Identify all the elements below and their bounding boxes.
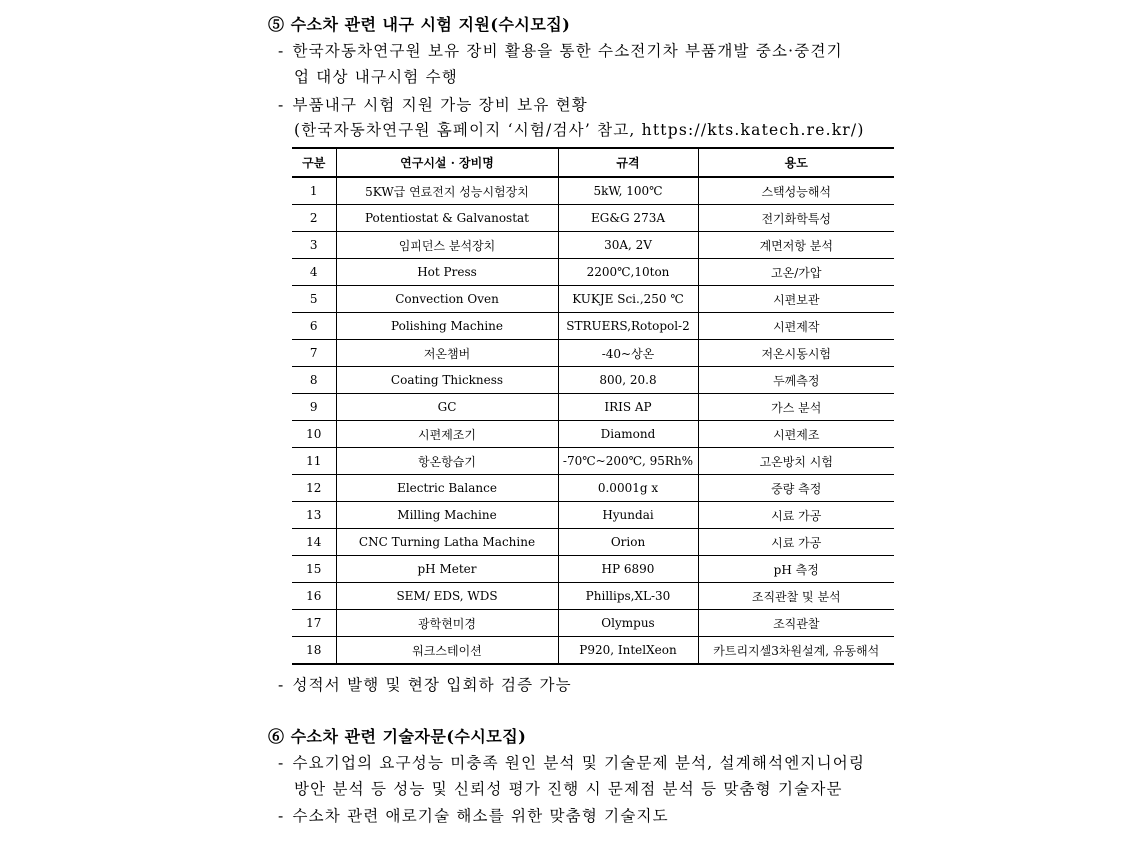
table-cell: 2200℃,10ton — [558, 259, 698, 286]
table-cell: -40~상온 — [558, 340, 698, 367]
header-cell: 규격 — [558, 148, 698, 177]
table-cell: EG&G 273A — [558, 205, 698, 232]
table-cell: 스택성능해석 — [698, 177, 894, 205]
table-cell: SEM/ EDS, WDS — [336, 583, 558, 610]
section-5-bullet-1-cont: 업 대상 내구시험 수행 — [294, 68, 458, 86]
section-5-bullet-2-cont: (한국자동차연구원 홈페이지 ‘시험/검사’ 참고, https://kts.katech.re.kr/) — [294, 121, 865, 139]
section-6-bullet-2 — [278, 804, 669, 826]
table-cell: 5KW급 연료전지 성능시험장치 — [336, 177, 558, 205]
header-cell: 연구시설 · 장비명 — [336, 148, 558, 177]
table-cell: 800, 20.8 — [558, 367, 698, 394]
table-cell: 11 — [292, 448, 336, 475]
table-cell: 두께측정 — [698, 367, 894, 394]
table-cell: Hot Press — [336, 259, 558, 286]
bullet-text: 수소차 관련 애로기술 해소를 위한 맞춤형 기술지도 — [292, 807, 669, 825]
table-cell: 0.0001g x — [558, 475, 698, 502]
table-cell: 조직관찰 및 분석 — [698, 583, 894, 610]
table-row — [292, 259, 894, 286]
table-cell: 3 — [292, 232, 336, 259]
table-cell: KUKJE Sci.,250 ℃ — [558, 286, 698, 313]
table-row — [292, 313, 894, 340]
table-cell: 카트리지셀3차원설계, 유동해석 — [698, 637, 894, 665]
table-cell: Orion — [558, 529, 698, 556]
table-cell: 저온시동시험 — [698, 340, 894, 367]
table-cell: 시편제조 — [698, 421, 894, 448]
header-cell: 구분 — [292, 148, 336, 177]
table-row — [292, 394, 894, 421]
bullet-dash: - — [278, 807, 285, 825]
table-row — [292, 421, 894, 448]
table-cell: 6 — [292, 313, 336, 340]
table-cell: 1 — [292, 177, 336, 205]
table-row — [292, 177, 894, 205]
table-cell: Olympus — [558, 610, 698, 637]
table-row — [292, 637, 894, 665]
table-cell: 시편제조기 — [336, 421, 558, 448]
table-row — [292, 286, 894, 313]
table-cell: HP 6890 — [558, 556, 698, 583]
section-5-bullet-1 — [278, 39, 843, 61]
table-cell: 가스 분석 — [698, 394, 894, 421]
table-cell: 18 — [292, 637, 336, 665]
section-6-bullet-1-cont: 방안 분석 등 성능 및 신뢰성 평가 진행 시 문제점 분석 등 맞춤형 기술자문 — [294, 780, 843, 798]
table-cell: 4 — [292, 259, 336, 286]
table-cell: 9 — [292, 394, 336, 421]
table-cell: 중량 측정 — [698, 475, 894, 502]
bullet-dash: - — [278, 96, 285, 114]
table-row — [292, 610, 894, 637]
bullet-text: 성적서 발행 및 현장 입회하 검증 가능 — [292, 676, 572, 694]
table-cell: 시편제작 — [698, 313, 894, 340]
table-cell: 항온항습기 — [336, 448, 558, 475]
table-cell: 조직관찰 — [698, 610, 894, 637]
table-cell: pH Meter — [336, 556, 558, 583]
table-cell: Electric Balance — [336, 475, 558, 502]
section-5-bullet-2 — [278, 93, 588, 115]
table-cell: Coating Thickness — [336, 367, 558, 394]
table-cell: 7 — [292, 340, 336, 367]
table-cell: 10 — [292, 421, 336, 448]
table-row — [292, 502, 894, 529]
table-row — [292, 583, 894, 610]
bullet-text: 부품내구 시험 지원 가능 장비 보유 현황 — [292, 96, 588, 114]
section-6-heading: ⑥ 수소차 관련 기술자문(수시모집) — [268, 727, 527, 746]
table-cell: 광학현미경 — [336, 610, 558, 637]
table-cell: CNC Turning Latha Machine — [336, 529, 558, 556]
table-row — [292, 367, 894, 394]
table-cell: STRUERS,Rotopol-2 — [558, 313, 698, 340]
bullet-dash: - — [278, 676, 285, 694]
section-6-bullet-1 — [278, 751, 865, 773]
table-cell: Potentiostat & Galvanostat — [336, 205, 558, 232]
header-cell: 용도 — [698, 148, 894, 177]
table-cell: P920, IntelXeon — [558, 637, 698, 665]
table-cell: 17 — [292, 610, 336, 637]
table-cell: 16 — [292, 583, 336, 610]
table-cell: 워크스테이션 — [336, 637, 558, 665]
table-cell: 고온/가압 — [698, 259, 894, 286]
table-cell: 30A, 2V — [558, 232, 698, 259]
section-5-bullet-3 — [278, 673, 572, 695]
table-cell: pH 측정 — [698, 556, 894, 583]
table-row — [292, 529, 894, 556]
table-cell: 임피던스 분석장치 — [336, 232, 558, 259]
table-cell: GC — [336, 394, 558, 421]
section-5-heading: ⑤ 수소차 관련 내구 시험 지원(수시모집) — [268, 15, 571, 34]
table-cell: Diamond — [558, 421, 698, 448]
table-cell: 14 — [292, 529, 336, 556]
table-cell: 시편보관 — [698, 286, 894, 313]
table-header-row — [292, 148, 894, 177]
table-row — [292, 232, 894, 259]
table-row — [292, 475, 894, 502]
table-cell: 시료 가공 — [698, 529, 894, 556]
table-cell: 8 — [292, 367, 336, 394]
table-cell: 12 — [292, 475, 336, 502]
table-cell: 전기화학특성 — [698, 205, 894, 232]
table-cell: 5 — [292, 286, 336, 313]
table-cell: Polishing Machine — [336, 313, 558, 340]
table-row — [292, 556, 894, 583]
table-cell: -70℃~200℃, 95Rh% — [558, 448, 698, 475]
equipment-table — [292, 147, 894, 665]
table-row — [292, 340, 894, 367]
table-cell: IRIS AP — [558, 394, 698, 421]
table-cell: 5kW, 100℃ — [558, 177, 698, 205]
table-cell: 시료 가공 — [698, 502, 894, 529]
table-cell: 저온챔버 — [336, 340, 558, 367]
table-cell: 15 — [292, 556, 336, 583]
table-cell: Phillips,XL-30 — [558, 583, 698, 610]
table-cell: Hyundai — [558, 502, 698, 529]
table-row — [292, 205, 894, 232]
table-cell: 13 — [292, 502, 336, 529]
table-cell: 계면저항 분석 — [698, 232, 894, 259]
table-cell: 2 — [292, 205, 336, 232]
bullet-text: 한국자동차연구원 보유 장비 활용을 통한 수소전기차 부품개발 중소·중견기 — [292, 42, 843, 60]
table-cell: 고온방치 시험 — [698, 448, 894, 475]
table-cell: Milling Machine — [336, 502, 558, 529]
table-cell: Convection Oven — [336, 286, 558, 313]
bullet-dash: - — [278, 42, 285, 60]
bullet-dash: - — [278, 754, 285, 772]
bullet-text: 수요기업의 요구성능 미충족 원인 분석 및 기술문제 분석, 설계해석엔지니어링 — [292, 754, 866, 772]
table-row — [292, 448, 894, 475]
